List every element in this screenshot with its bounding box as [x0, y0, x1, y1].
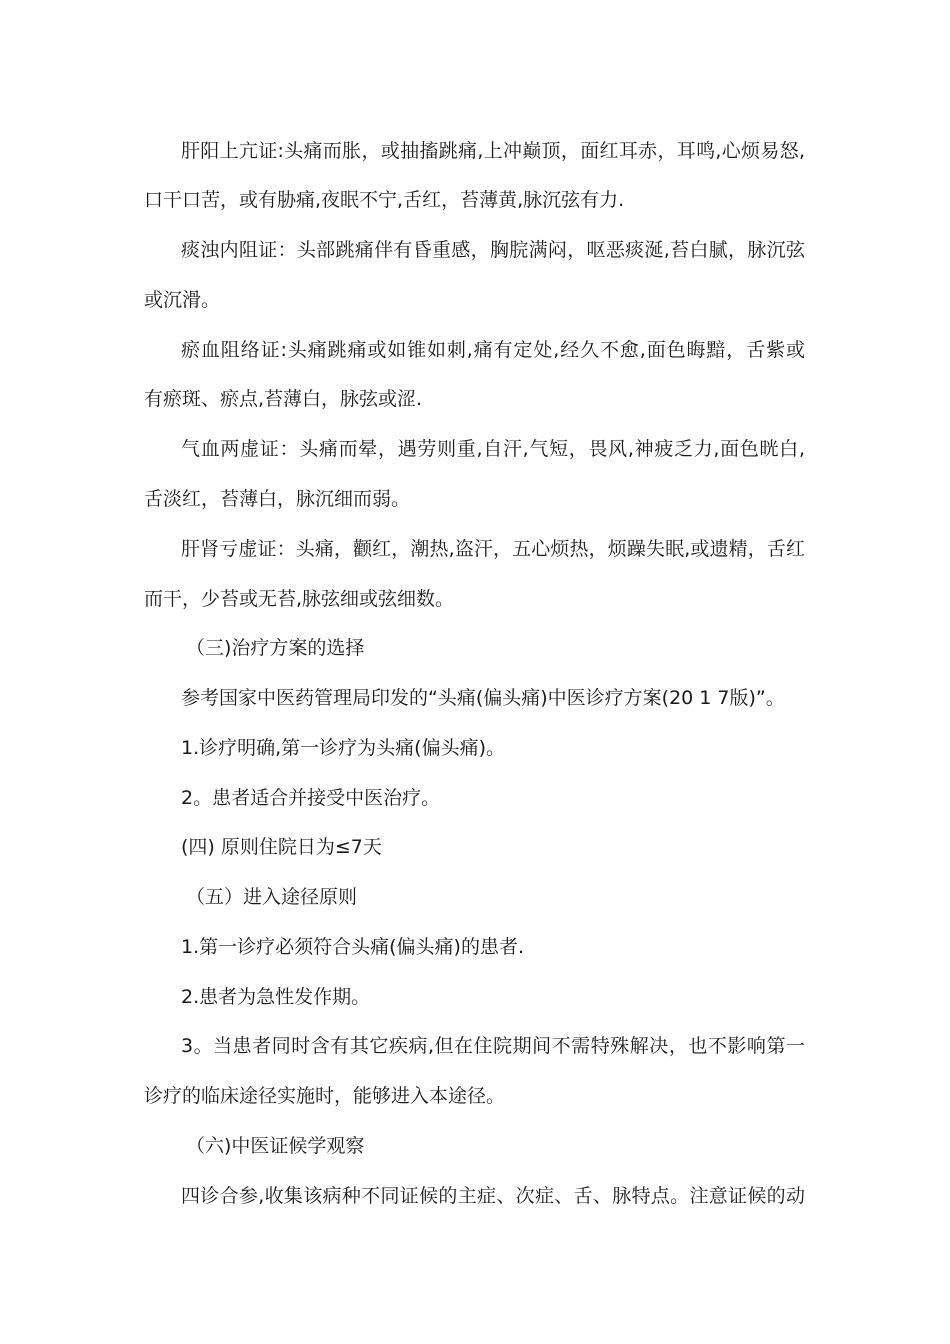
paragraph-line: 而干，少苔或无苔,脉弦细或弦细数。	[144, 588, 455, 610]
section-heading: （六)中医证候学观察	[186, 1135, 365, 1157]
list-item: 1.第一诊疗必须符合头痛(偏头痛)的患者.	[181, 936, 524, 958]
paragraph-line: 肝阳上亢证:头痛而胀，或抽搐跳痛,上冲巅顶，面红耳赤，耳鸣,心烦易怒,	[181, 140, 805, 162]
paragraph-line: 舌淡红，苔薄白，脉沉细而弱。	[144, 488, 411, 510]
paragraph-line: 瘀血阻络证:头痛跳痛或如锥如刺,痛有定处,经久不愈,面色晦黯，舌紫或	[181, 339, 805, 361]
paragraph-line: 参考国家中医药管理局印发的“头痛(偏头痛)中医诊疗方案(20 1 7版)”。	[181, 687, 785, 709]
paragraph-line: 或沉滑。	[144, 289, 221, 311]
paragraph-line: 肝肾亏虚证：头痛，颧红，潮热,盗汗，五心烦热，烦躁失眠,或遗精，舌红	[181, 538, 805, 560]
paragraph-line: 气血两虚证：头痛而晕，遇劳则重,自汗,气短，畏风,神疲乏力,面色晄白,	[181, 438, 805, 460]
list-item: 2.患者为急性发作期。	[181, 986, 371, 1008]
list-item: 3。当患者同时含有其它疾病,但在住院期间不需特殊解决，也不影响第一	[181, 1035, 805, 1057]
section-heading: (四) 原则住院日为≤7天	[181, 836, 382, 858]
paragraph-line: 四诊合参,收集该病种不同证候的主症、次症、舌、脉特点。注意证候的动	[181, 1185, 805, 1207]
paragraph-line: 诊疗的临床途径实施时，能够进入本途径。	[144, 1085, 506, 1107]
list-item: 1.诊疗明确,第一诊疗为头痛(偏头痛)。	[181, 737, 505, 759]
paragraph-line: 口干口苦，或有胁痛,夜眠不宁,舌红，苔薄黄,脉沉弦有力.	[144, 189, 625, 211]
section-heading: （三)治疗方案的选择	[186, 637, 365, 659]
section-heading: （五）进入途径原则	[186, 886, 358, 908]
list-item: 2。患者适合并接受中医治疗。	[181, 787, 441, 809]
paragraph-line: 痰浊内阻证：头部跳痛伴有昏重感，胸脘满闷，呕恶痰涎,苔白腻，脉沉弦	[181, 239, 805, 261]
paragraph-line: 有瘀斑、瘀点,苔薄白，脉弦或涩.	[144, 388, 423, 410]
